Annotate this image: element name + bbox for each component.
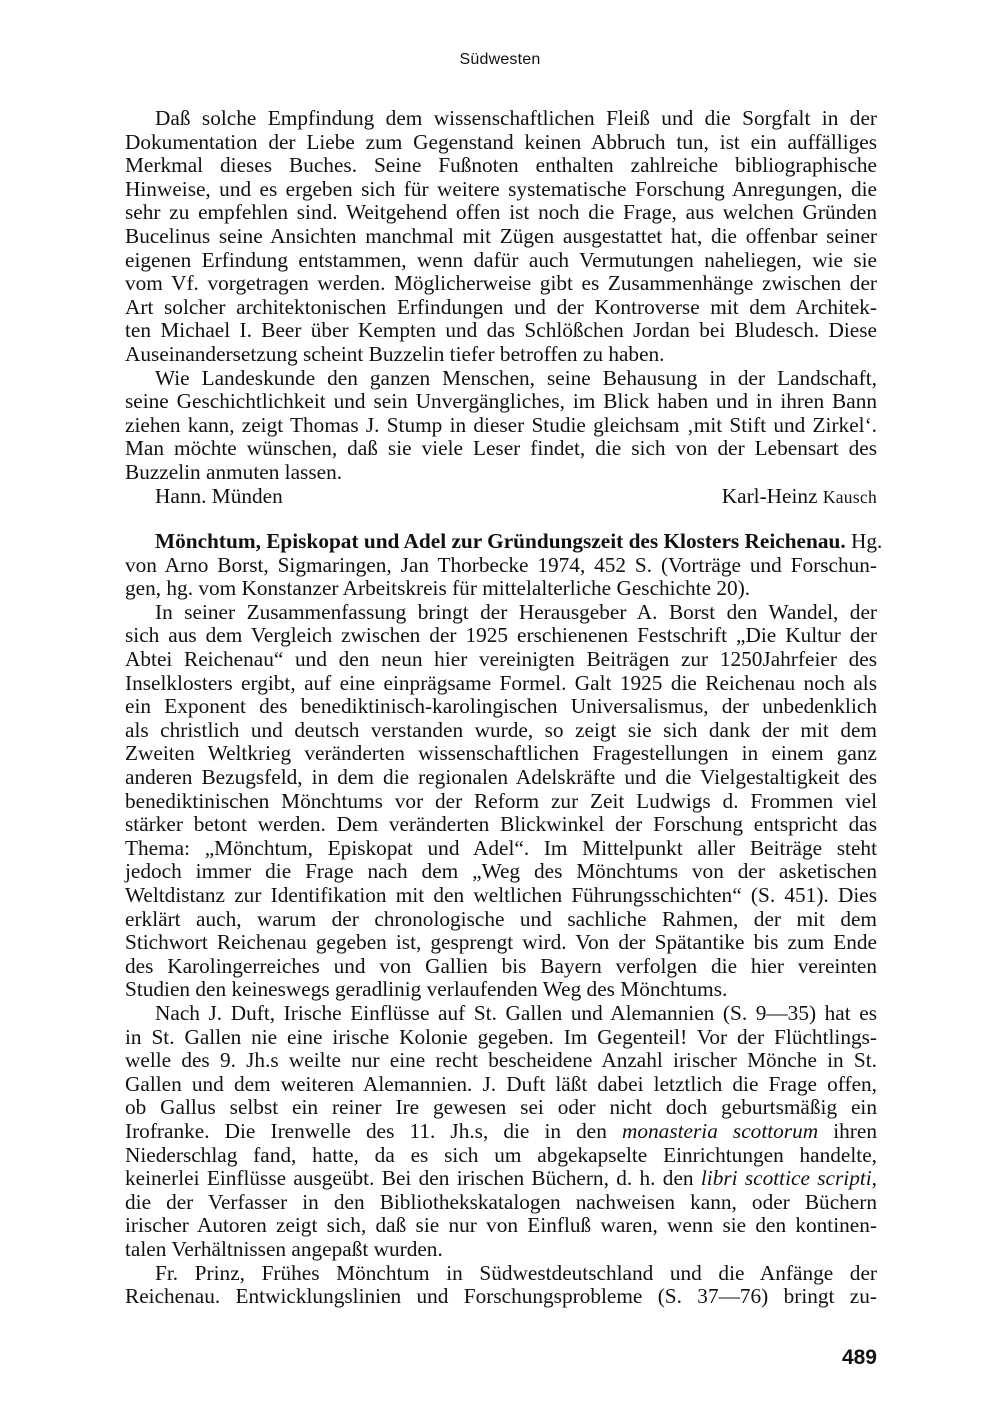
text-segment: ihren [818, 1118, 877, 1143]
text-line: Fr. Prinz, Frühes Mönchtum in Südwestdeutschland und die Anfänge der [155, 1260, 877, 1285]
text-line: Dokumentation der Liebe zum Gegenstand keinen Abbruch tun, ist ein auffälliges [125, 129, 877, 154]
text-line: welle des 9. Jh.s weilte nur eine recht bescheidene Anzahl irischer Mönche in St. [125, 1048, 877, 1073]
text-line: talen Verhältnissen angepaßt wurden. [125, 1236, 443, 1261]
text-line: Zweiten Weltkrieg veränderten wissenschaftlichen Fragestellungen in einem ganz [125, 741, 877, 766]
text-line: irischer Autoren zeigt sich, daß sie nur von Einfluß waren, wenn sie den kontinen- [125, 1213, 877, 1238]
text-line: vom Vf. vorgetragen werden. Möglicherweise gibt es Zusammenhänge zwischen der [125, 271, 877, 296]
review-title-line [125, 529, 883, 554]
text-line: Auseinandersetzung scheint Buzzelin tiefer betroffen zu haben. [125, 341, 665, 366]
review-signature [125, 485, 877, 509]
text-line: Abtei Reichenau“ und den neun hier vereinigten Beiträgen zur 1250Jahrfeier des [125, 647, 877, 672]
text-line: Niederschlag fand, hatte, da es sich um abgekapselte Einrichtungen handelte, [125, 1142, 877, 1167]
review-2 [125, 529, 883, 1309]
book-title-rest: Hg. [845, 529, 883, 554]
section-gap [125, 508, 877, 530]
text-line: ziehen kann, zeigt Thomas J. Stump in dieser Studie gleichsam ‚mit Stift und Zirkel‘. [125, 412, 877, 437]
text-line: jedoch immer die Frage nach dem „Weg des Mönchtums von der asketischen [125, 859, 877, 884]
text-line-with-italic [125, 1167, 877, 1191]
text-line: Stichwort Reichenau gegeben ist, gesprengt wird. Von der Spätantike bis zum Ende [125, 930, 877, 955]
text-line: anderen Bezugsfeld, in dem die regionalen Adelskräfte und die Vielgestaltigkeit des [125, 765, 877, 790]
text-line: Inselklosters ergibt, auf eine einprägsame Formel. Galt 1925 die Reichenau noch als [125, 670, 877, 695]
text-line: Gallen und dem weiteren Alemannien. J. Duft läßt dabei letztlich die Frage offen, [125, 1071, 877, 1096]
text-line: von Arno Borst, Sigmaringen, Jan Thorbecke 1974, 452 S. (Vorträge und Forschun- [125, 552, 877, 577]
text-column [125, 106, 883, 1309]
text-line: sehr zu empfehlen sind. Weitgehend offen ist noch die Frage, aus welchen Gründen [125, 200, 877, 225]
text-line: die der Verfasser in den Bibliothekskatalogen nachweisen kann, oder Büchern [125, 1189, 877, 1214]
text-line: sich aus dem Vergleich zwischen der 1925 erschienenen Festschrift „Die Kultur der [125, 623, 877, 648]
text-line: gen, hg. vom Konstanzer Arbeitskreis für mittelalterliche Geschichte 20). [125, 576, 751, 601]
text-segment: Irofranke. Die Irenwelle des 11. Jh.s, die in den [125, 1118, 622, 1143]
text-line: Thema: „Mönchtum, Episkopat und Adel“. Im Mittelpunkt aller Beiträge steht [125, 835, 877, 860]
text-line: Wie Landeskunde den ganzen Menschen, seine Behausung in der Landschaft, [155, 365, 877, 390]
text-line: Nach J. Duft, Irische Einflüsse auf St. Gallen und Alemannien (S. 9—35) hat es [155, 1000, 877, 1025]
text-line: eigenen Erfindung entstammen, wenn dafür auch Vermutungen naheliegen, wie sie [125, 247, 877, 272]
book-title: Mönchtum, Episkopat und Adel zur Gründungszeit des Klosters Reichenau. [155, 529, 846, 554]
review-1 [125, 107, 877, 508]
text-line: Bucelinus seine Ansichten manchmal mit Zügen ausgestattet hat, die offenbar seiner [125, 223, 877, 248]
text-segment: , [871, 1166, 877, 1191]
italic-term: libri scottice scripti [700, 1166, 872, 1191]
text-line: Hinweise, und es ergeben sich für weitere systematische Forschung Anregungen, die [125, 176, 877, 201]
text-line: stärker betont werden. Dem veränderten Blickwinkel der Forschung entspricht das [125, 812, 877, 837]
text-line: Merkmal dieses Buches. Seine Fußnoten enthalten zahlreiche bibliographische [125, 153, 877, 178]
text-line: Buzzelin anmuten lassen. [125, 459, 343, 484]
reviewer-name [722, 485, 877, 509]
text-line: Man möchte wünschen, daß sie viele Leser findet, die sich von der Lebensart des [125, 436, 877, 461]
text-line: in St. Gallen nie eine irische Kolonie gegeben. Im Gegenteil! Vor der Flüchtlings- [125, 1024, 877, 1049]
text-line: des Karolingerreiches und von Gallien bis Bayern verfolgen die hier vereinten [125, 953, 877, 978]
text-line: Reichenau. Entwicklungslinien und Forschungsprobleme (S. 37—76) bringt zu- [125, 1284, 877, 1309]
text-line-with-italic [125, 1120, 877, 1144]
page-number: 489 [841, 1346, 877, 1369]
text-line: seine Geschichtlichkeit und sein Unvergängliches, im Blick haben und in ihren Bann [125, 389, 877, 414]
text-line: als christlich und deutsch verstanden wurde, so zeigt sie sich dank der mit dem [125, 717, 877, 742]
text-line: ob Gallus selbst ein reiner Ire gewesen sei oder nicht doch geburtsmäßig ein [125, 1095, 877, 1120]
text-line: erklärt auch, warum der chronologische und sachliche Rahmen, der mit dem [125, 906, 877, 931]
review-place: Hann. Münden [155, 483, 283, 508]
reviewer-first-name: Karl-Heinz [721, 483, 823, 508]
italic-term: monasteria scottorum [622, 1118, 819, 1143]
text-line: Daß solche Empfindung dem wissenschaftlichen Fleiß und die Sorgfalt in der [155, 106, 877, 130]
text-line: benediktinischen Mönchtums vor der Reform zur Zeit Ludwigs d. Frommen viel [125, 788, 877, 813]
running-head: Südwesten [459, 51, 541, 68]
reviewer-last-name: Kausch [822, 486, 877, 507]
text-line: ein Exponent des benediktinisch-karolingischen Universalismus, der unbedenklich [125, 694, 877, 719]
text-segment: keinerlei Einflüsse ausgeübt. Bei den irischen Büchern, d. h. den [125, 1166, 701, 1191]
text-line: Art solcher architektonischen Erfindungen und der Kontroverse mit dem Architek- [125, 294, 877, 319]
text-line: Studien den keineswegs geradlinig verlaufenden Weg des Mönchtums. [125, 977, 728, 1002]
text-line: ten Michael I. Beer über Kempten und das Schlößchen Jordan bei Bludesch. Diese [125, 318, 877, 343]
text-line: Weltdistanz zur Identifikation mit den weltlichen Führungsschichten“ (S. 451). Dies [125, 883, 877, 907]
text-line: In seiner Zusammenfassung bringt der Herausgeber A. Borst den Wandel, der [155, 599, 877, 624]
